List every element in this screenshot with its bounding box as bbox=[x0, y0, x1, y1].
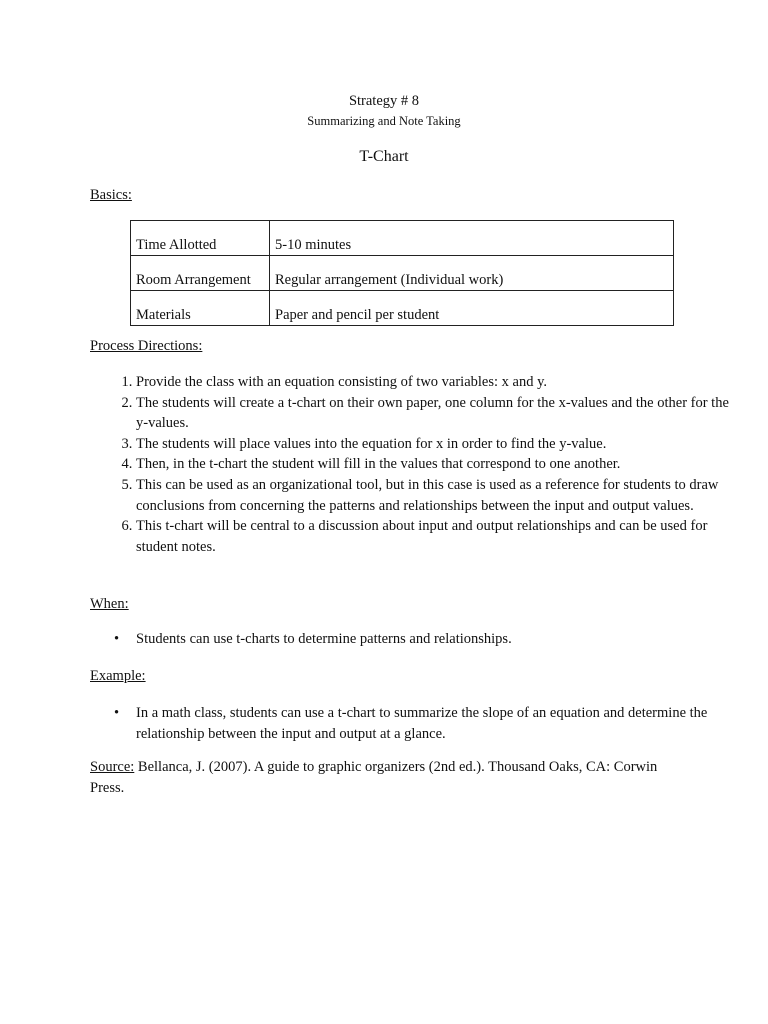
process-directions-heading: Process Directions: bbox=[90, 338, 203, 354]
list-item: 1. Provide the class with an equation consisting of two variables: x and y. bbox=[136, 372, 736, 393]
example-list bbox=[90, 703, 736, 744]
list-item: 3. The students will place values into the equation for x in order to find the y-value. bbox=[136, 434, 736, 455]
list-item bbox=[114, 703, 736, 744]
table-cell-value: Regular arrangement (Individual work) bbox=[270, 256, 674, 291]
table-cell-value: 5-10 minutes bbox=[270, 221, 674, 256]
document-subtitle: Summarizing and Note Taking bbox=[307, 114, 461, 128]
table-cell-label: Room Arrangement bbox=[131, 256, 270, 291]
source-citation bbox=[90, 757, 660, 798]
list-item-text: Students can use t-charts to determine patterns and relationships. bbox=[136, 631, 512, 647]
table-cell-label: Time Allotted bbox=[131, 221, 270, 256]
table-cell-label: Materials bbox=[131, 291, 270, 326]
table-cell-value: Paper and pencil per student bbox=[270, 291, 674, 326]
basics-table bbox=[130, 220, 674, 326]
list-item bbox=[114, 629, 736, 650]
strategy-label: Strategy # 8 bbox=[348, 93, 420, 109]
table-row bbox=[131, 221, 674, 256]
list-item: 6. This t-chart will be central to a discussion about input and output relationships and can be used for student notes. bbox=[136, 516, 736, 557]
basics-heading: Basics: bbox=[90, 187, 132, 203]
source-text: Bellanca, J. (2007). A guide to graphic organizers (2nd ed.). Thousand Oaks, CA: Corwin Press. bbox=[90, 759, 658, 796]
bullet-icon: • bbox=[114, 705, 120, 721]
process-directions-list bbox=[90, 372, 736, 557]
when-heading: When: bbox=[90, 596, 129, 612]
document-title: T-Chart bbox=[359, 148, 409, 165]
when-list bbox=[90, 629, 736, 650]
bullet-icon: • bbox=[114, 631, 120, 647]
source-label: Source: bbox=[90, 759, 135, 775]
table-row bbox=[131, 291, 674, 326]
list-item: 4. Then, in the t-chart the student will fill in the values that correspond to one another. bbox=[136, 454, 736, 475]
list-item: 5. This can be used as an organizational tool, but in this case is used as a reference for students to draw conclusions from concerning the patterns and relationships between the input and output values. bbox=[136, 475, 736, 516]
table-row bbox=[131, 256, 674, 291]
list-item-text: In a math class, students can use a t-chart to summarize the slope of an equation and determine the relationship between the input and output at a glance. bbox=[136, 705, 708, 742]
list-item: 2. The students will create a t-chart on their own paper, one column for the x-values and the other for the y-values. bbox=[136, 393, 736, 434]
example-heading: Example: bbox=[90, 668, 146, 684]
